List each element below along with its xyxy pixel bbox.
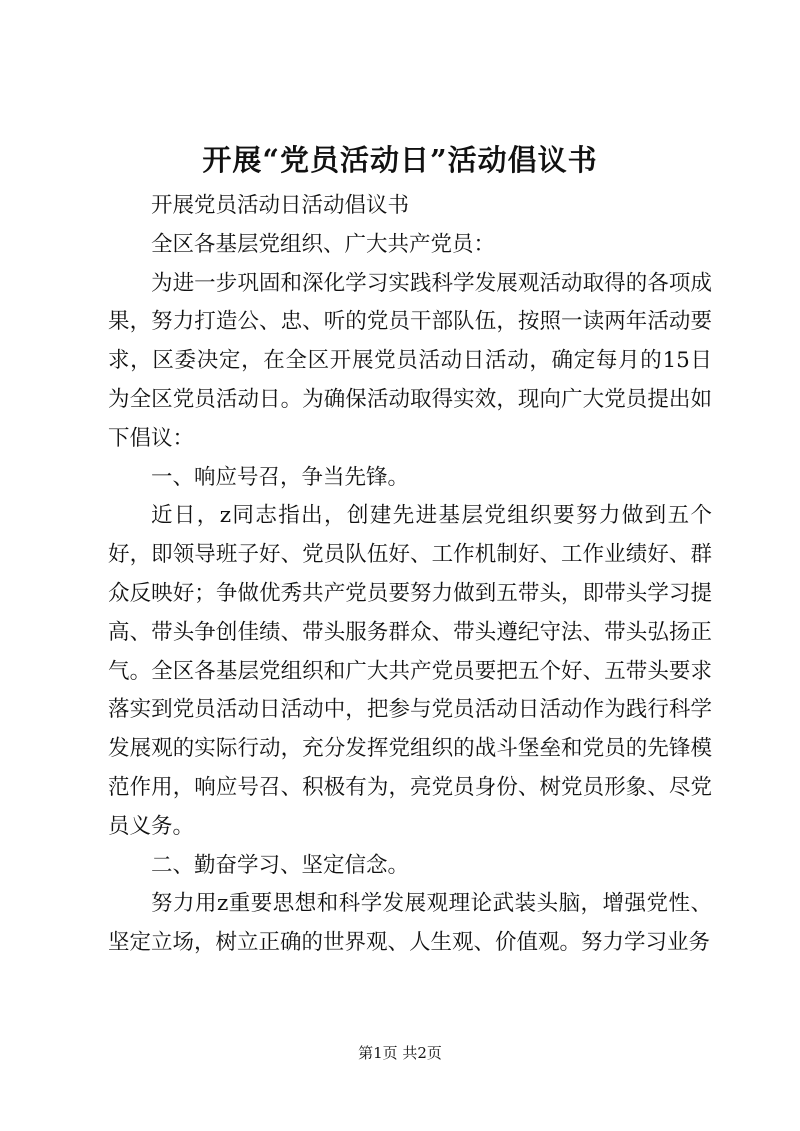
section-heading-1: 一、响应号召，争当先锋。 (151, 464, 410, 490)
paragraph-section-1: 近日，z同志指出，创建先进基层党组织要努力做到五个好，即领导班子好、党员队伍好、工作机制好、工作业绩好、群众反映好；争做优秀共产党员要努力做到五带头，即带头学习提高、带头争创佳绩、带头服务群众、带头遵纪守法、带头弘扬正气。全区各基层党组织和广大共产党员要把五个好、五带头要求落实到党员活动日活动中，把参与党员活动日活动作为践行科学发展观的实际行动，充分发挥党组织的战斗堡垒和党员的先锋模范作用，响应号召、积极有为，亮党员身份、树党员形象、尽党员义务。 (108, 503, 712, 839)
paragraph-salutation: 全区各基层党组织、广大共产党员： (151, 231, 496, 257)
document-body (108, 187, 712, 963)
paragraph-subtitle: 开展党员活动日活动倡议书 (151, 193, 410, 218)
section-heading-2: 二、勤奋学习、坚定信念。 (151, 852, 410, 878)
page-number-footer: 第1页 共2页 (358, 1044, 442, 1062)
paragraph-section-2: 努力用z重要思想和科学发展观理论武装头脑，增强党性、坚定立场，树立正确的世界观、人生观、价值观。努力学习业务 (108, 891, 712, 956)
document-title: 开展“党员活动日”活动倡议书 (202, 143, 598, 177)
paragraph-intro: 为进一步巩固和深化学习实践科学发展观活动取得的各项成果，努力打造公、忠、听的党员干部队伍，按照一读两年活动要求，区委决定，在全区开展党员活动日活动，确定每月的15日为全区党员活动日。为确保活动取得实效，现向广大党员提出如下倡议： (108, 270, 712, 451)
